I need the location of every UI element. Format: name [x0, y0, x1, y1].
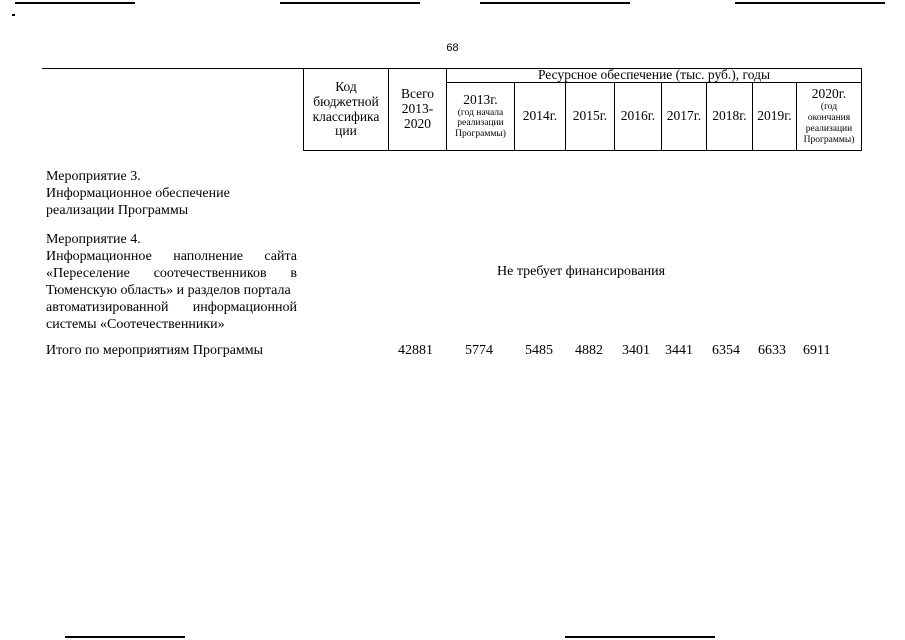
header-kbk: Код бюджетной классифика ции	[312, 78, 380, 139]
total-row-value-2014: 5485	[525, 343, 553, 358]
total-row-value-2017: 3441	[665, 343, 693, 358]
header-year-2017: 2017г.	[666, 108, 702, 124]
activity-4-line: Информационное наполнение сайта	[46, 249, 297, 264]
no-funding-note: Не требует финансирования	[497, 264, 666, 279]
total-row-value-2016: 3401	[622, 343, 650, 358]
scan-edge-line	[735, 2, 885, 4]
column-divider	[861, 68, 862, 151]
table-header-bottom-rule	[303, 150, 862, 151]
total-row-value-2015: 4882	[575, 343, 603, 358]
header-year-2015: 2015г.	[572, 108, 608, 124]
activity-4-line: Тюменскую область» и разделов портала	[46, 283, 291, 298]
total-row-total: 42881	[398, 343, 433, 358]
scan-edge-line	[280, 2, 420, 4]
activity-3-title: Мероприятие 3.	[46, 169, 141, 184]
header-year-2016: 2016г.	[620, 108, 656, 124]
header-year-2019: 2019г.	[757, 108, 792, 124]
activity-3	[46, 168, 230, 219]
total-row-label: Итого по мероприятиям Программы	[46, 343, 264, 358]
scan-edge-line	[65, 636, 185, 638]
activity-3-line: реализации Программы	[46, 203, 189, 218]
activity-4-title: Мероприятие 4.	[46, 232, 141, 247]
total-row-value-2019: 6633	[758, 343, 786, 358]
total-row-value-2013: 5774	[465, 343, 493, 358]
header-resource-title: Ресурсное обеспечение (тыс. руб.), годы	[537, 67, 771, 83]
header-year-2014: 2014г.	[522, 108, 558, 124]
scan-edge-line	[480, 2, 630, 4]
activity-4-line: системы «Соотечественники»	[46, 317, 225, 332]
activity-3-line: Информационное обеспечение	[46, 186, 230, 201]
header-year-2018: 2018г.	[712, 108, 747, 124]
activity-4-line: «Переселение соотечественников в	[46, 266, 297, 281]
header-total: Всего 2013- 2020	[400, 86, 435, 131]
scan-edge-line	[565, 636, 715, 638]
activity-4	[46, 231, 297, 333]
page-number: 68	[446, 42, 459, 54]
total-row-value-2020: 6911	[803, 343, 831, 358]
scan-edge-line	[15, 2, 135, 4]
header-year-2020: 2020г. (год окончания реализации Программы)	[803, 86, 855, 145]
scan-dot	[12, 14, 15, 16]
total-row-value-2018: 6354	[712, 343, 740, 358]
activity-4-line: автоматизированной информационной	[46, 300, 297, 315]
header-year-2013: 2013г. (год начала реализации Программы)	[455, 91, 506, 140]
